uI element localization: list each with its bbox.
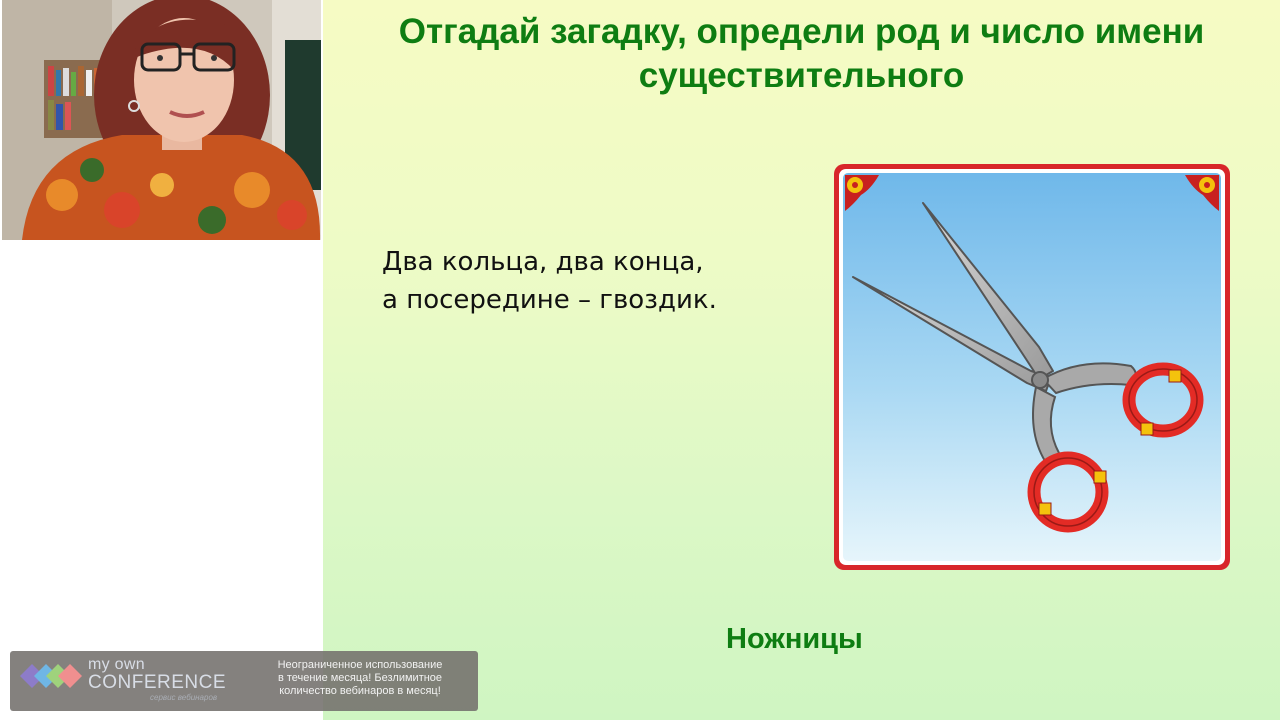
brand-name-line2: CONFERENCE (88, 672, 227, 693)
brand-tagline: сервис вебинаров (150, 693, 218, 702)
scissors-icon (831, 161, 1233, 573)
slide-title-line: существительного (638, 56, 965, 95)
presentation-slide (323, 0, 1280, 720)
scissors-picture (831, 161, 1233, 573)
promo-line: Неограниченное использование (277, 659, 443, 671)
riddle-text (382, 243, 717, 319)
promo-line: в течение месяца! Безлимитное (277, 672, 443, 684)
answer-text: Ножницы (726, 623, 863, 655)
service-banner[interactable] (10, 651, 478, 711)
brand-name-line1: my own (88, 656, 145, 673)
presenter-webcam (2, 0, 321, 240)
promo-line: количество вебинаров в месяц! (279, 685, 441, 697)
riddle-line: а посередине – гвоздик. (382, 285, 717, 315)
brand-logo-icon (20, 661, 84, 695)
riddle-line: Два кольца, два конца, (382, 247, 704, 277)
slide-title-line: Отгадай загадку, определи род и число имени (398, 12, 1205, 51)
slide-title (323, 10, 1280, 98)
presenter-video (2, 0, 321, 240)
promo-text (250, 659, 470, 698)
